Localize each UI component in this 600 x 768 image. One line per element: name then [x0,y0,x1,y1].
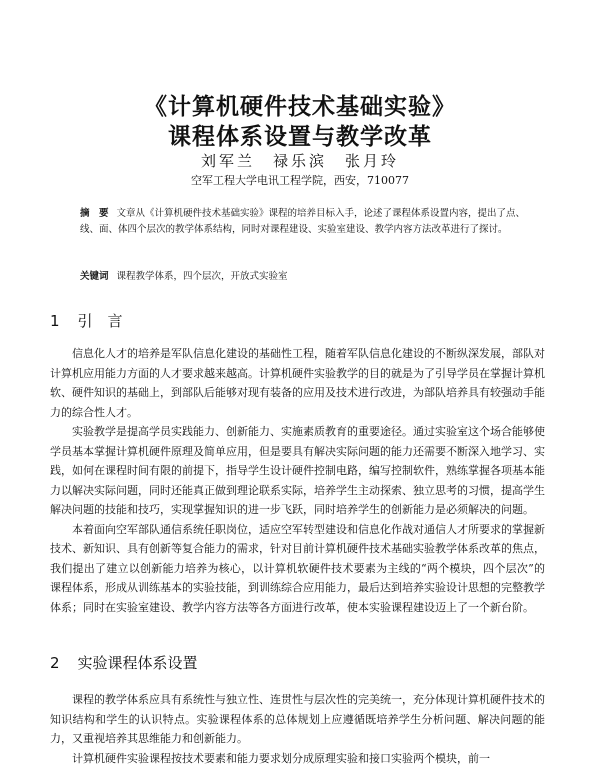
section-2-heading [50,652,198,673]
paragraph: 课程的教学体系应具有系统性与独立性、连贯性与层次性的完美统一，充分体现计算机硬件技术的知识结构和学生的认识特点。实验课程体系的总体规划上应遵循既培养学生分析问题、解决问题的能力，又重视培养其思维能力和创新能力。 [50,690,545,749]
abstract-text: 文章从《计算机硬件技术基础实验》课程的培养目标入手，论述了课程体系设置内容，提出了点、线、面、体四个层次的教学体系结构，同时对课程建设、实验室建设、教学内容方法改革进行了探讨。 [80,208,525,235]
section-1-title: 引 言 [78,312,123,330]
authors: 刘军兰 禄乐滨 张月玲 [0,150,600,171]
keywords-text: 课程教学体系，四个层次，开放式实验室 [117,271,288,282]
paragraph: 本着面向空军部队通信系统任职岗位，适应空军转型建设和信息化作战对通信人才所要求的掌握新技术、新知识、具有创新等复合能力的需求，针对目前计算机硬件技术基础实验教学体系改革的焦点，我们提出了建立以创新能力培养为核心，以计算机软硬件技术要素为主线的“两个模块，四个层次”的课程体系，形成从训练基本的实验技能，到训练综合应用能力，最后达到培养实验设计思想的完整教学体系；同时在实验室建设、教学内容方法等各方面进行改革，使本实验课程建设迈上了一个新台阶。 [50,520,545,618]
keywords-label: 关键词 [80,271,109,282]
abstract [80,206,526,238]
section-1-body [50,344,545,617]
paragraph: 信息化人才的培养是军队信息化建设的基础性工程，随着军队信息化建设的不断纵深发展，部队对计算机应用能力方面的人才要求越来越高。计算机硬件实验教学的目的就是为了引导学员在掌握计算机软、硬件知识的基础上，到部队后能够对现有装备的应用及技术进行改进，为部队培养具有较强动手能力的综合性人才。 [50,344,545,422]
section-1-heading [50,310,123,331]
paragraph: 计算机硬件实验课程按技术要素和能力要求划分成原理实验和接口实验两个模块，前一 [50,749,545,768]
keywords [80,270,526,284]
title-line-2: 课程体系设置与教学改革 [0,118,600,151]
title-line-1: 《计算机硬件技术基础实验》 [0,88,600,121]
section-2-body [50,690,545,768]
section-1-number: 1 [50,312,60,330]
section-2-number: 2 [50,654,60,672]
affiliation: 空军工程大学电讯工程学院，西安，710077 [0,172,600,188]
abstract-label: 摘 要 [80,208,109,219]
paragraph: 实验教学是提高学员实践能力、创新能力、实施素质教育的重要途径。通过实验室这个场合能够使学员基本掌握计算机硬件原理及简单应用，但是要具有解决实际问题的能力还需要不断深入地学习、实践，如何在课程时间有限的前提下，指导学生设计硬件控制电路，编写控制软件，熟练掌握各项基本能力以解决实际问题，同时还能真正做到理论联系实际，培养学生主动探索、独立思考的习惯，提高学生解决问题的技能和技巧，实现掌握知识的进一步飞跃，同时培养学生的创新能力是必须解决的问题。 [50,422,545,520]
section-2-title: 实验课程体系设置 [78,654,198,672]
